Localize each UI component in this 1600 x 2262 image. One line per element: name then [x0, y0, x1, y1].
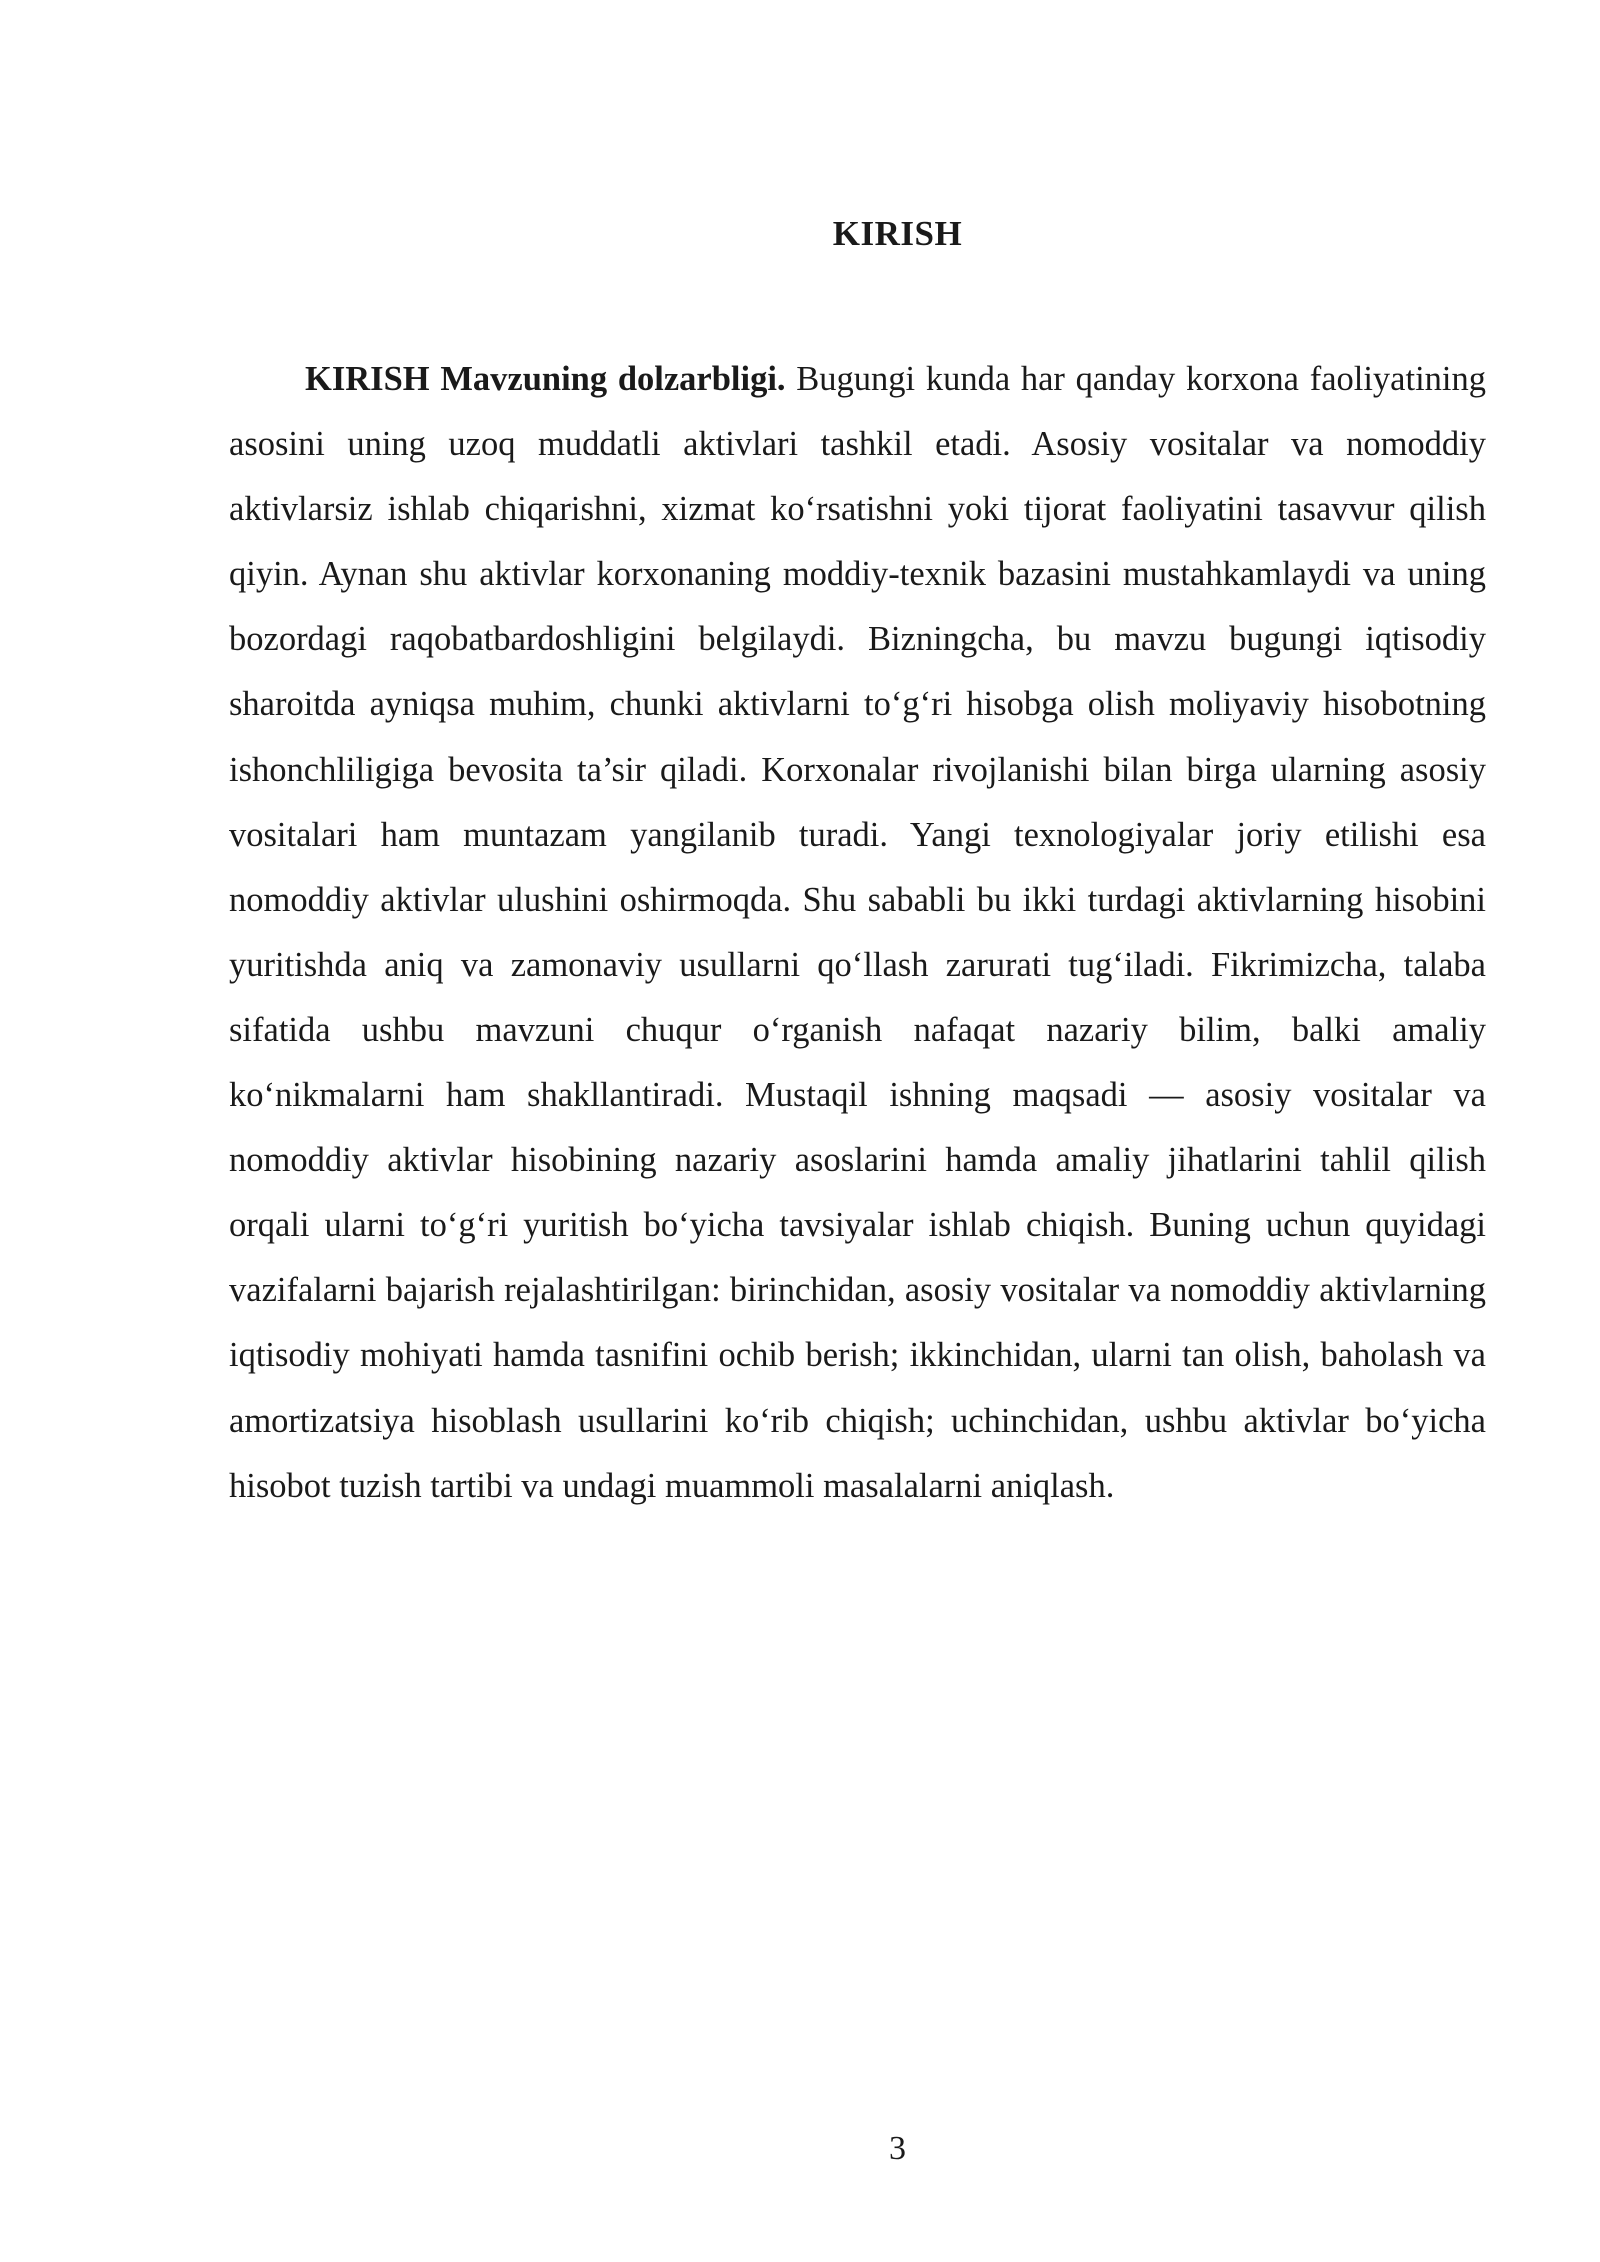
body-paragraph	[229, 347, 1486, 1519]
paragraph-lead: KIRISH Mavzuning dolzarbligi.	[305, 360, 786, 398]
page-number: 3	[889, 2130, 906, 2167]
paragraph-text: Bugungi kunda har qanday korxona faoliyatining asosini uning uzoq muddatli aktivlari tashkil etadi. Asosiy vositalar va nomoddiy aktivlarsiz ishlab chiqarishni, xizmat ko‘rsatishni yoki tijorat faoliyatini tasavvur qilish qiyin. Aynan shu aktivlar korxonaning moddiy-texnik bazasini mustahkamlaydi va uning bozordagi raqobatbardoshligini belgilaydi. Bizningcha, bu mavzu bugungi iqtisodiy sharoitda ayniqsa muhim, chunki aktivlarni to‘g‘ri hisobga olish moliyaviy hisobotning ishonchliligiga bevosita ta’sir qiladi. Korxonalar rivojlanishi bilan birga ularning asosiy vositalari ham muntazam yangilanib turadi. Yangi texnologiyalar joriy etilishi esa nomoddiy aktivlar ulushini oshirmoqda. Shu sababli bu ikki turdagi aktivlarning hisobini yuritishda aniq va zamonaviy usullarni qo‘llash zarurati tug‘iladi. Fikrimizcha, talaba sifatida ushbu mavzuni chuqur o‘rganish nafaqat nazariy bilim, balki amaliy ko‘nikmalarni ham shakllantiradi. Mustaqil ishning maqsadi — asosiy vositalar va nomoddiy aktivlar hisobining nazariy asoslarini hamda amaliy jihatlarini tahlil qilish orqali ularni to‘g‘ri yuritish bo‘yicha tavsiyalar ishlab chiqish. Buning uchun quyidagi vazifalarni bajarish rejalashtirilgan: birinchidan, asosiy vositalar va nomoddiy aktivlarning iqtisodiy mohiyati hamda tasnifini ochib berish; ikkinchidan, ularni tan olish, baholash va amortizatsiya hisoblash usullarini ko‘rib chiqish; uchinchidan, ushbu aktivlar bo‘yicha hisobot tuzish tartibi va undagi muammoli masalalarni aniqlash.	[229, 360, 1486, 1505]
page-heading: KIRISH	[832, 214, 963, 253]
